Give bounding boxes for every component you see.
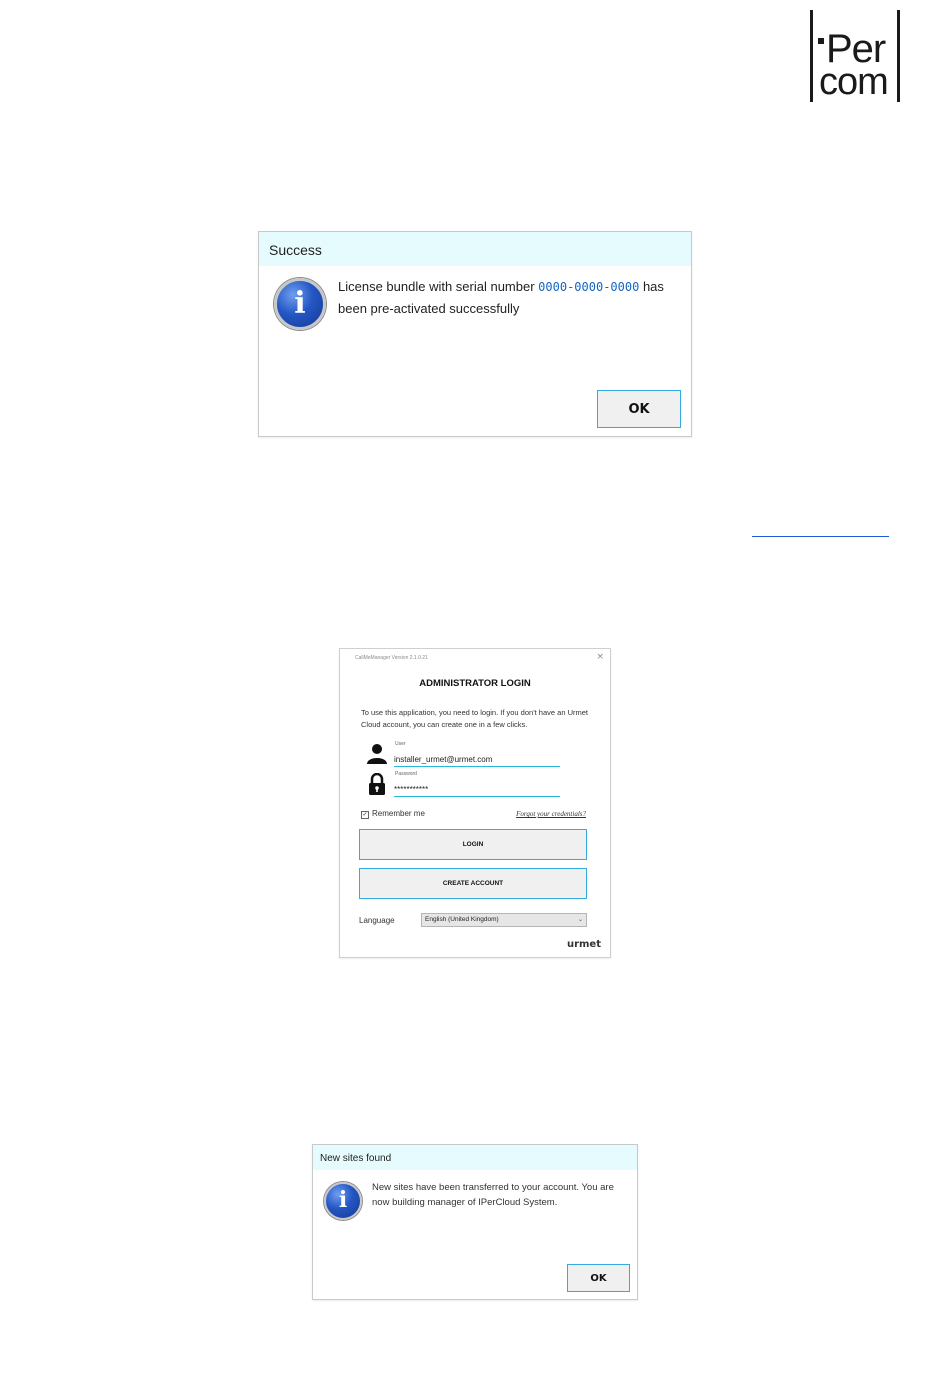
ok-button[interactable]: OK xyxy=(567,1264,630,1292)
ipercom-logo xyxy=(810,10,900,102)
success-dialog xyxy=(258,231,692,437)
chevron-down-icon: ⌄ xyxy=(577,917,583,923)
hyperlink-underline[interactable] xyxy=(752,536,889,537)
create-account-button[interactable]: CREATE ACCOUNT xyxy=(359,868,587,899)
user-label: User xyxy=(395,741,406,747)
user-icon xyxy=(367,743,387,765)
password-label: Password xyxy=(395,771,417,777)
success-message-pre: License bundle with serial number xyxy=(338,279,539,294)
forgot-credentials-link[interactable]: Forgot your credentials? xyxy=(516,810,586,818)
success-message xyxy=(338,276,678,319)
info-icon: i xyxy=(274,278,326,330)
login-button[interactable]: LOGIN xyxy=(359,829,587,860)
login-heading: ADMINISTRATOR LOGIN xyxy=(419,678,531,689)
remember-checkbox[interactable]: ✓ xyxy=(362,812,368,818)
user-input[interactable]: installer_urmet@urmet.com xyxy=(394,753,560,767)
serial-number: 0000-0000-0000 xyxy=(538,280,640,294)
info-icon: i xyxy=(324,1182,362,1220)
logo-left-bar xyxy=(810,10,813,102)
remember-label: Remember me xyxy=(372,809,425,818)
lock-icon xyxy=(367,773,387,795)
new-sites-message: New sites have been transferred to your account. You are now building manager of IPerCloud System. xyxy=(372,1182,614,1208)
language-value: English (United Kingdom) xyxy=(425,916,499,923)
urmet-logo: urmet xyxy=(566,939,601,950)
logo-i-mark xyxy=(818,38,824,44)
new-sites-dialog-title: New sites found xyxy=(313,1145,637,1170)
remember-me[interactable] xyxy=(361,809,425,819)
success-message-post: has been pre-activated successfully xyxy=(338,279,664,316)
success-dialog-title: Success xyxy=(259,232,691,266)
logo-right-bar xyxy=(897,10,900,102)
login-intro-text: To use this application, you need to login. If you don't have an Urmet Cloud account, you can create one in a few clicks. xyxy=(361,708,588,729)
language-select[interactable] xyxy=(421,913,587,927)
login-window xyxy=(339,648,611,958)
password-input[interactable]: *********** xyxy=(394,783,560,797)
window-title: CallMeManager Version 2.1.0.21 xyxy=(355,655,428,661)
new-sites-dialog xyxy=(312,1144,638,1300)
logo-text-per: Per xyxy=(826,27,886,71)
close-icon[interactable]: × xyxy=(596,652,604,662)
ok-button[interactable]: OK xyxy=(597,390,681,428)
language-label: Language xyxy=(359,916,395,925)
logo-text-com: com xyxy=(819,61,888,103)
